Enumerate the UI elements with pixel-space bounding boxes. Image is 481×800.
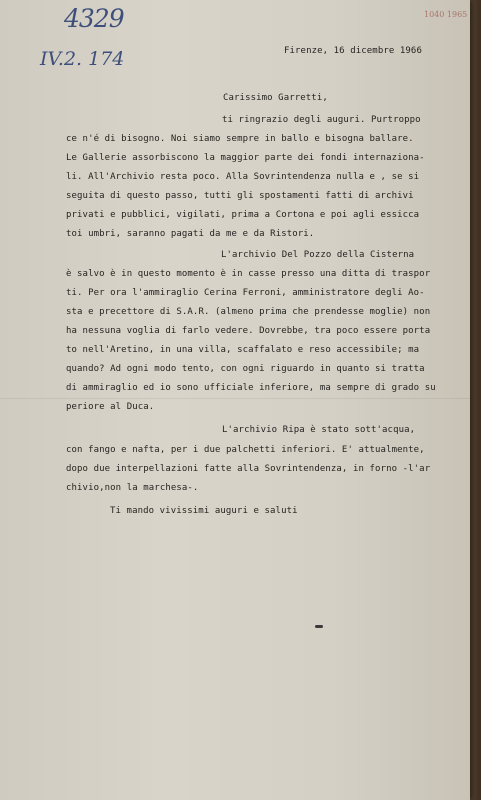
letter-line: li. All'Archivio resta poco. Alla Sovrintendenza nulla e , se si xyxy=(66,172,420,182)
letter-line: L'archivio Del Pozzo della Cisterna xyxy=(221,250,415,260)
closing-line: Ti mando vivissimi auguri e saluti xyxy=(110,506,298,516)
ink-smudge xyxy=(315,625,323,628)
letter-line: ti ringrazio degli auguri. Purtroppo xyxy=(222,115,421,125)
letter-line: L'archivio Ripa è stato sott'acqua, xyxy=(222,425,416,435)
letter-line: periore al Duca. xyxy=(66,402,155,412)
letter-line: Le Gallerie assorbiscono la maggior parte dei fondi internaziona- xyxy=(66,153,425,163)
letter-line: chivio,non la marchesa-. xyxy=(66,483,199,493)
corner-note: 1040 1965 xyxy=(424,10,468,19)
place-date: Firenze, 16 dicembre 1966 xyxy=(284,46,422,56)
letter-line: ha nessuna voglia di farlo vedere. Dovrebbe, tra poco essere porta xyxy=(66,326,431,336)
letter-line: to nell'Aretino, in una villa, scaffalato e reso accessibile; ma xyxy=(66,345,420,355)
letter-line: quando? Ad ogni modo tento, con ogni riguardo in quanto si tratta xyxy=(66,364,425,374)
letter-line: con fango e nafta, per i due palchetti inferiori. E' attualmente, xyxy=(66,445,425,455)
letter-line: sta e precettore di S.A.R. (almeno prima che prendesse moglie) non xyxy=(66,307,431,317)
letter-line: ti. Per ora l'ammiraglio Cerina Ferroni, amministratore degli Ao- xyxy=(66,288,425,298)
letter-line: ce n'é di bisogno. Noi siamo sempre in ballo e bisogna ballare. xyxy=(66,134,414,144)
letter-line: di ammiraglio ed io sono ufficiale inferiore, ma sempre di grado su xyxy=(66,383,436,393)
paper-fold xyxy=(0,398,470,399)
letter-line: è salvo è in questo momento è in casse presso una ditta di traspor xyxy=(66,269,431,279)
reference-mark: IV.2. 174 xyxy=(40,48,125,70)
salutation: Carissimo Garretti, xyxy=(223,93,328,103)
letter-line: toi umbri, saranno pagati da me e da Ristori. xyxy=(66,229,315,239)
archive-number: 4329 xyxy=(64,4,124,33)
letter-line: seguita di questo passo, tutti gli spostamenti fatti di archivi xyxy=(66,191,414,201)
letter-line: dopo due interpellazioni fatte alla Sovrintendenza, in forno -l'ar xyxy=(66,464,431,474)
letter-line: privati e pubblici, vigilati, prima a Cortona e poi agli essicca xyxy=(66,210,420,220)
